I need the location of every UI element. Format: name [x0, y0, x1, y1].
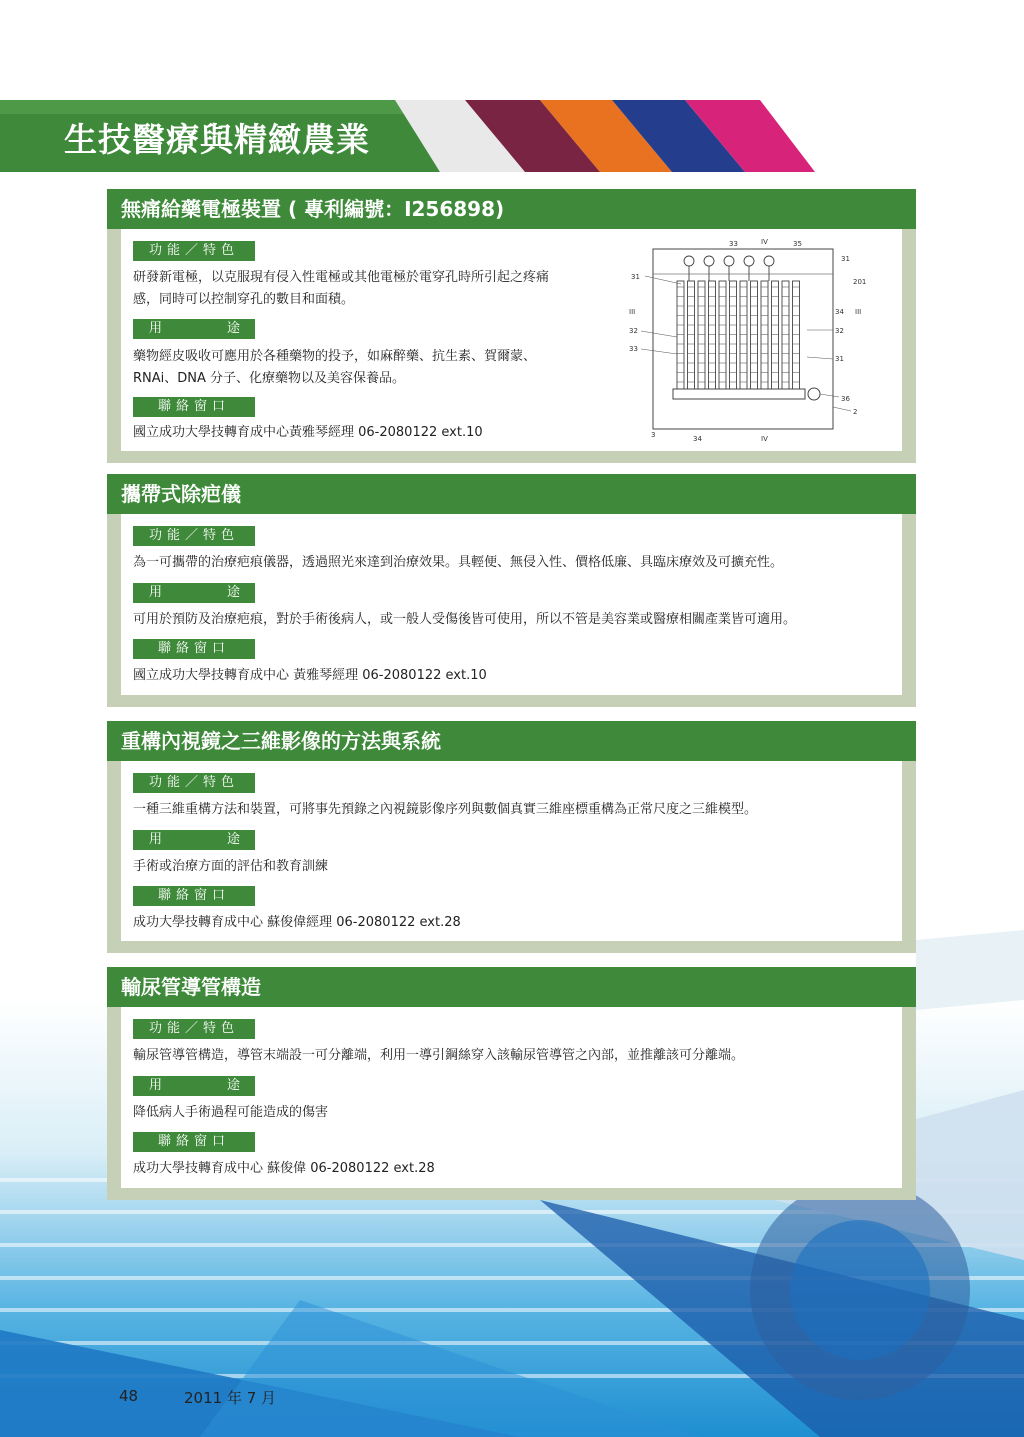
contact-text: 國立成功大學技轉育成中心 黃雅琴經理 06-2080122 ext.10 — [133, 668, 487, 683]
diagram-label: IV — [761, 435, 768, 443]
feature-label: 功能／特色 — [133, 241, 255, 261]
diagram-label: 32 — [629, 327, 638, 335]
feature-text: 輸尿管導管構造，導管末端設一可分離端，利用一導引鋼絲穿入該輸尿管導管之內部，並推離該可分離端。 — [133, 1048, 745, 1063]
contact-text: 國立成功大學技轉育成中心黃雅琴經理 06-2080122 ext.10 — [133, 425, 483, 440]
diagram-label: IV — [761, 238, 768, 246]
diagram-label: 34 — [835, 308, 844, 316]
patent-body — [121, 229, 902, 451]
use-label — [133, 319, 255, 339]
diagram-label: 34 — [693, 435, 702, 443]
electrode-pad — [684, 256, 694, 266]
patent-title: 無痛給藥電極裝置 ( 專利編號：I256898) — [107, 189, 916, 229]
use-label — [133, 1076, 255, 1096]
electrode-pad — [744, 256, 754, 266]
use-label-a: 用 — [149, 321, 168, 336]
electrode-finger — [782, 281, 789, 389]
electrode-pad — [704, 256, 714, 266]
diagram-label: 35 — [793, 240, 802, 248]
electrode-finger — [688, 281, 695, 389]
electrode-finger — [709, 281, 716, 389]
feature-text: 一種三維重構方法和裝置，可將事先預錄之內視鏡影像序列與數個真實三維座標重構為正常尺度之三維模型。 — [133, 802, 758, 817]
diagram-label: 31 — [841, 255, 850, 263]
feature-label: 功能／特色 — [133, 773, 255, 793]
patent-title: 重構內視鏡之三維影像的方法與系統 — [107, 721, 916, 761]
patent-card-4 — [107, 967, 916, 1200]
feature-text: 為一可攜帶的治療疤痕儀器，透過照光來達到治療效果。具輕便、無侵入性、價格低廉、具臨床療效及可擴充性。 — [133, 555, 784, 570]
feature-label: 功能／特色 — [133, 1019, 255, 1039]
electrode-finger — [751, 281, 758, 389]
electrode-diagram — [621, 229, 881, 449]
use-label-a: 用 — [149, 585, 168, 600]
feature-text: 研發新電極，以克服現有侵入性電極或其他電極於電穿孔時所引起之疼痛感，同時可以控制穿孔的數目和面積。 — [133, 270, 550, 307]
electrode-finger — [740, 281, 747, 389]
diagram-label: 201 — [853, 278, 867, 286]
use-label-a: 用 — [149, 1078, 168, 1093]
patent-title: 輸尿管導管構造 — [107, 967, 916, 1007]
patent-body — [121, 1007, 902, 1188]
electrode-finger — [772, 281, 779, 389]
diagram-label: 3 — [651, 431, 656, 439]
page-title: 生技醫療與精緻農業 — [64, 120, 370, 159]
patent-card-2 — [107, 474, 916, 707]
header-banner — [0, 100, 1024, 172]
use-label-b: 途 — [227, 1078, 246, 1093]
use-label — [133, 583, 255, 603]
patent-card-1 — [107, 189, 916, 463]
use-label-b: 途 — [227, 321, 246, 336]
diagram-label: 33 — [629, 345, 638, 353]
patent-title: 攜帶式除疤儀 — [107, 474, 916, 514]
patent-card-3 — [107, 721, 916, 953]
contact-text: 成功大學技轉育成中心 蘇俊偉經理 06-2080122 ext.28 — [133, 915, 461, 930]
patent-body — [121, 761, 902, 941]
electrode-pad — [724, 256, 734, 266]
contact-label: 聯絡窗口 — [133, 397, 255, 417]
diagram-label: 2 — [853, 408, 858, 416]
contact-label: 聯絡窗口 — [133, 639, 255, 659]
use-text: 可用於預防及治療疤痕，對於手術後病人，或一般人受傷後皆可使用，所以不管是美容業或醫療相關產業皆可適用。 — [133, 612, 797, 627]
electrode-finger — [730, 281, 737, 389]
contact-label: 聯絡窗口 — [133, 1132, 255, 1152]
diagram-label: 36 — [841, 395, 850, 403]
use-text: 藥物經皮吸收可應用於各種藥物的投予，如麻醉藥、抗生素、賀爾蒙、RNAi、DNA 分子、化療藥物以及美容保養品。 — [133, 349, 537, 386]
feature-label: 功能／特色 — [133, 526, 255, 546]
diagram-label: 33 — [729, 240, 738, 248]
electrode-finger — [761, 281, 768, 389]
electrode-finger — [698, 281, 705, 389]
electrode-finger — [719, 281, 726, 389]
electrode-pad — [764, 256, 774, 266]
patent-body — [121, 514, 902, 695]
diagram-label: III — [855, 308, 862, 316]
page-number: 48 — [119, 1387, 139, 1405]
contact-text: 成功大學技轉育成中心 蘇俊偉 06-2080122 ext.28 — [133, 1161, 435, 1176]
electrode-finger — [793, 281, 800, 389]
use-label-b: 途 — [227, 832, 246, 847]
use-label-a: 用 — [149, 832, 168, 847]
use-label — [133, 830, 255, 850]
use-label-b: 途 — [227, 585, 246, 600]
diagram-label: 32 — [835, 327, 844, 335]
contact-label: 聯絡窗口 — [133, 886, 255, 906]
diagram-label: III — [629, 308, 636, 316]
diagram-label: 31 — [631, 273, 640, 281]
issue-date: 2011 年 7 月 — [184, 1389, 277, 1407]
electrode-finger — [677, 281, 684, 389]
diagram-label: 31 — [835, 355, 844, 363]
use-text: 降低病人手術過程可能造成的傷害 — [133, 1105, 329, 1120]
use-text: 手術或治療方面的評估和教育訓練 — [133, 859, 329, 874]
